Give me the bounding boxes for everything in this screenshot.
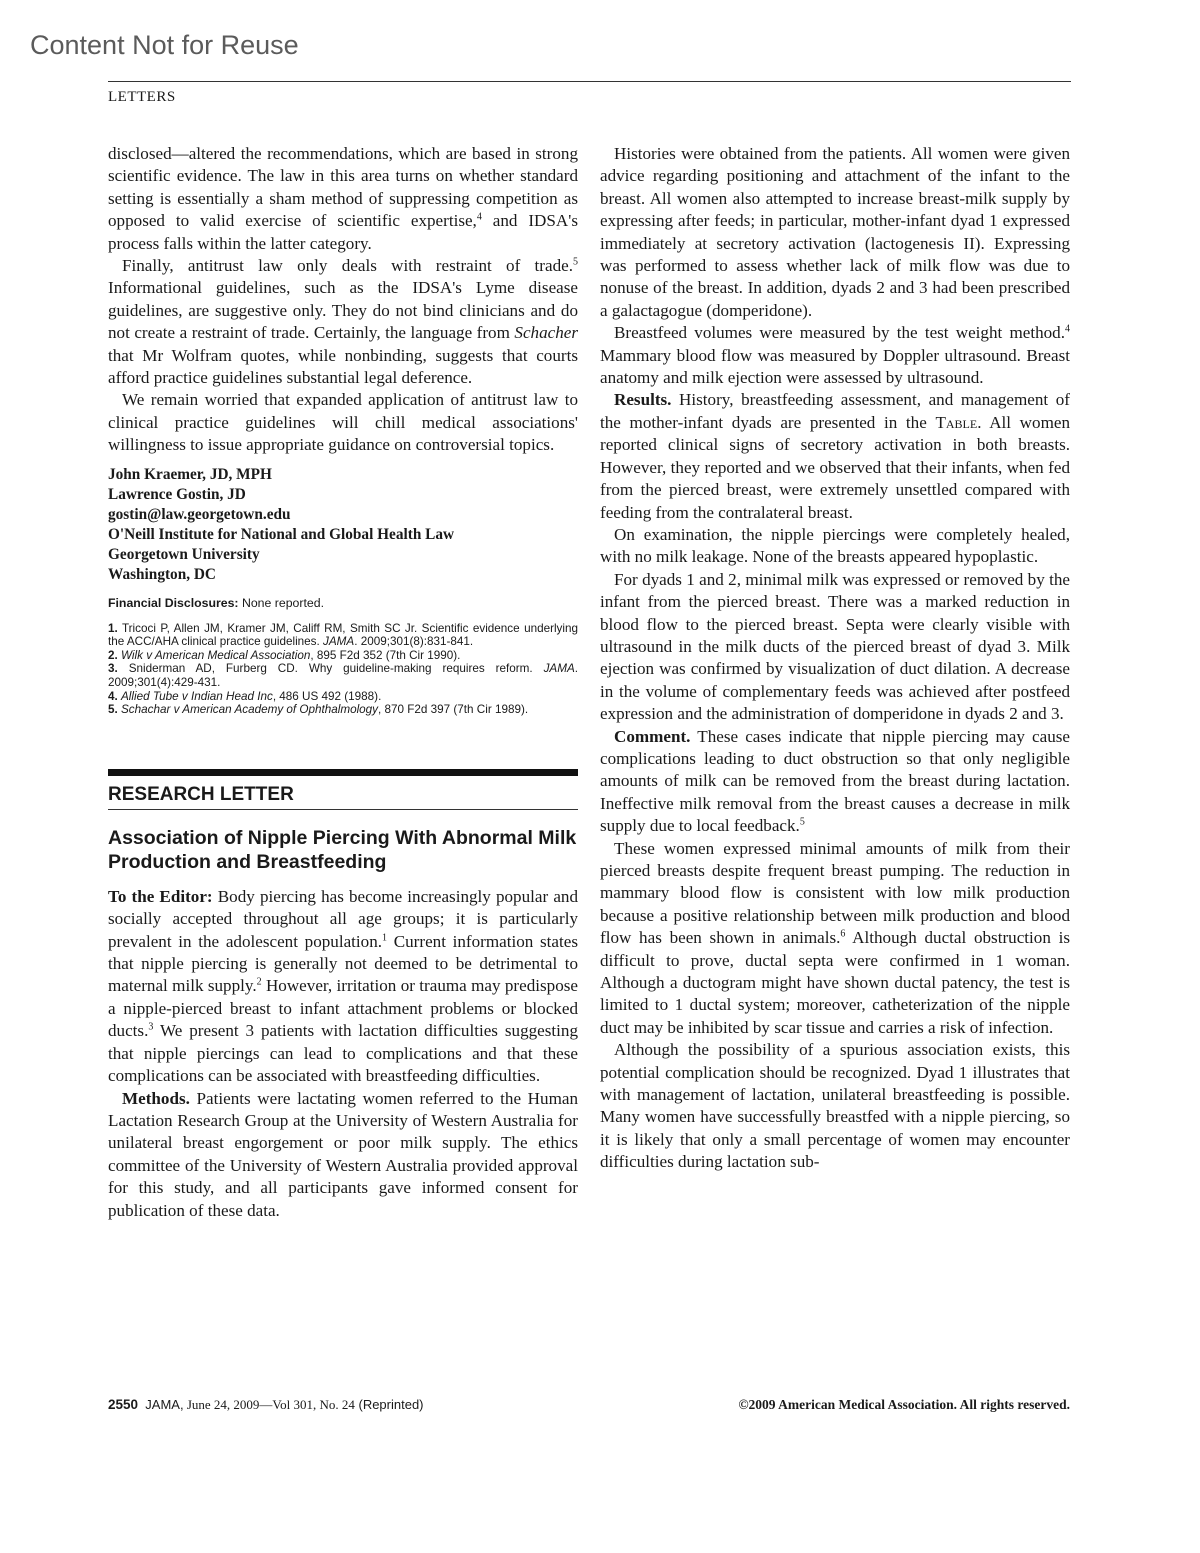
right-column bbox=[600, 143, 1070, 1174]
reference-item: 4. Allied Tube v Indian Head Inc, 486 US 492 (1988). bbox=[108, 689, 382, 703]
author-location: Washington, DC bbox=[108, 565, 216, 583]
paragraph: Although the possibility of a spurious association exists, this potential complication should be recognized. Dyad 1 illustrates that with management of lactation, unilateral breastfeeding is possible. Many women have successfully breastfed with a nipple piercing, so it is likely that only a small percentage of women may encounter difficulties during lactation sub- bbox=[600, 1040, 1070, 1172]
author-name: Lawrence Gostin, JD bbox=[108, 485, 246, 503]
reference-list bbox=[108, 622, 578, 717]
paragraph: Methods. Patients were lactating women referred to the Human Lactation Research Group at the University of Western Australia for unilateral breast engorgement or poor milk supply. The ethics committee of the University of Western Australia provided approval for this study, and all participants gave informed consent for publication of these data. bbox=[108, 1088, 578, 1220]
reference-item: 3. Sniderman AD, Furberg CD. Why guideline-making requires reform. JAMA. 2009;301(4):429-431. bbox=[108, 662, 578, 690]
paragraph: These women expressed minimal amounts of milk from their pierced breasts despite frequent breast pumping. The reduction in mammary blood flow is consistent with low milk production because a positive relationship between milk production and blood flow has been shown in animals.$^6$ Although ductal obstruction is difficult to prove, ductal septa were confirmed in 1 woman. Although a ductogram might have shown ductal patency, the test is limited to 1 ductal system; moreover, catheterization of the nipple duct may be inhibited by scar tissue and carries a risk of infection. bbox=[600, 838, 1070, 1037]
watermark: Content Not for Reuse bbox=[30, 30, 299, 60]
reference-item: 2. Wilk v American Medical Association, 895 F2d 352 (7th Cir 1990). bbox=[108, 648, 461, 662]
header-rule bbox=[108, 81, 1071, 82]
paragraph: Histories were obtained from the patients. All women were given advice regarding positioning and attachment of the infant to the breast. All women also attempted to increase breast-milk supply by expressing after feeds; in particular, mother-infant dyad 1 expressed immediately at secretory activation (lactogenesis II). Expressing was performed to assess whether lack of milk flow was due to nonuse of the breast. In addition, dyads 2 and 3 had been prescribed a galactagogue (domperidone). bbox=[600, 144, 1070, 320]
paragraph: To the Editor: Body piercing has become increasingly popular and socially accepted throughout all age groups; it is particularly prevalent in the adolescent population.$^1$ Current information states that nipple piercing is generally not deemed to be detrimental to maternal milk supply.$^2$ However, irritation or trauma may predispose a nipple-pierced breast to infant attachment problems or blocked ducts.$^3$ We present 3 patients with lactation difficulties suggesting that nipple piercings can lead to complications and that these complications can be associated with breastfeeding difficulties. bbox=[108, 886, 579, 1086]
reference-item: 5. Schachar v American Academy of Ophthalmology, 870 F2d 397 (7th Cir 1989). bbox=[108, 703, 529, 717]
author-affiliation: Georgetown University bbox=[108, 545, 260, 563]
paragraph: disclosed—altered the recommendations, which are based in strong scientific evidence. The law in this area turns on whether standard setting is essentially a sham method of suppressing competition as opposed to valid exercise of scientific expertise,$^4$ and IDSA's process falls within the latter category. bbox=[108, 144, 578, 253]
paragraph: Comment. These cases indicate that nipple piercing may cause complications leading to duct obstruction so that only negligible amounts of milk can be removed from the breast during lactation. Ineffective milk removal from the breast causes a decrease in milk supply due to local feedback.$^5$ bbox=[600, 726, 1070, 836]
author-signature bbox=[108, 465, 578, 585]
journal-name: JAMA, bbox=[145, 1397, 184, 1412]
issue-info: June 24, 2009—Vol 301, No. 24 bbox=[183, 1397, 355, 1412]
author-name: John Kraemer, JD, MPH bbox=[108, 465, 272, 483]
paragraph: For dyads 1 and 2, minimal milk was expressed or removed by the infant from the pierced breast. There was a marked reduction in blood flow to the pierced breast. Septa were clearly visible with ultrasound in the milk ducts of the pierced breast of dyad 3. Milk ejection was confirmed by visualization of duct dilation. A decrease in the volume of complementary feeds was achieved after postfeed expression and the administration of domperidone in dyads 2 and 3. bbox=[600, 569, 1070, 724]
page-number: 2550 bbox=[108, 1397, 139, 1412]
paragraph: Breastfeed volumes were measured by the test weight method.$^4$ Mammary blood flow was measured by Doppler ultrasound. Breast anatomy and milk ejection were assessed by ultrasound. bbox=[600, 323, 1070, 388]
reference-marker[interactable]: 4 bbox=[1065, 323, 1070, 335]
section-divider-rule bbox=[108, 809, 578, 810]
paragraph: Results. History, breastfeeding assessment, and management of the mother-infant dyads are presented in the Table. All women reported clinical signs of secretory activation in both breasts. However, they reported and we observed that their infants, when fed from the pierced breast, were extremely unsettled compared with feeding from the contralateral breast. bbox=[600, 390, 1070, 522]
left-column bbox=[108, 143, 578, 1222]
reference-marker[interactable]: 6 bbox=[840, 928, 846, 940]
case-name: Schacher bbox=[514, 323, 578, 343]
paragraph: Finally, antitrust law only deals with restraint of trade.$^5$ Informational guidelines, such as the IDSA's Lyme disease guidelines, are suggestive only. They do not bind clinicians and do not create a restraint of trade. Certainly, the language from Schacher that Mr Wolfram quotes, while nonbinding, suggests that courts afford practice guidelines substantial legal deference. bbox=[108, 256, 578, 388]
section-label: LETTERS bbox=[108, 89, 176, 105]
paragraph: We remain worried that expanded application of antitrust law to clinical practice guidelines will chill medical associations' willingness to issue appropriate guidance on controversial topics. bbox=[108, 390, 578, 455]
financial-disclosures: Financial Disclosures: None reported. bbox=[108, 595, 324, 610]
reference-marker[interactable]: 2 bbox=[256, 976, 262, 988]
section-divider-bar bbox=[108, 769, 578, 776]
article-headline: Association of Nipple Piercing With Abnormal Milk Production and Breastfeeding bbox=[108, 826, 577, 873]
reprint-note: (Reprinted) bbox=[354, 1397, 424, 1412]
reference-marker[interactable]: 5 bbox=[799, 816, 805, 828]
table-link[interactable]: Table bbox=[935, 412, 978, 432]
author-email[interactable]: gostin@law.georgetown.edu bbox=[108, 505, 291, 523]
reference-marker[interactable]: 4 bbox=[476, 211, 482, 223]
paragraph: On examination, the nipple piercings were completely healed, with no milk leakage. None of the breasts appeared hypoplastic. bbox=[600, 524, 1070, 567]
reference-marker[interactable]: 1 bbox=[382, 931, 388, 943]
author-affiliation: O'Neill Institute for National and Global Health Law bbox=[108, 525, 455, 543]
reference-item: 1. Tricoci P, Allen JM, Kramer JM, Califf RM, Smith SC Jr. Scientific evidence underlying the ACC/AHA clinical practice guidelines. JAMA. 2009;301(8):831-841. bbox=[108, 621, 578, 649]
reference-marker[interactable]: 5 bbox=[573, 256, 578, 268]
research-letter-label: RESEARCH LETTER bbox=[108, 783, 294, 805]
page-footer bbox=[108, 1397, 424, 1413]
reference-marker[interactable]: 3 bbox=[148, 1021, 154, 1033]
copyright: ©2009 American Medical Association. All rights reserved. bbox=[738, 1397, 1070, 1412]
